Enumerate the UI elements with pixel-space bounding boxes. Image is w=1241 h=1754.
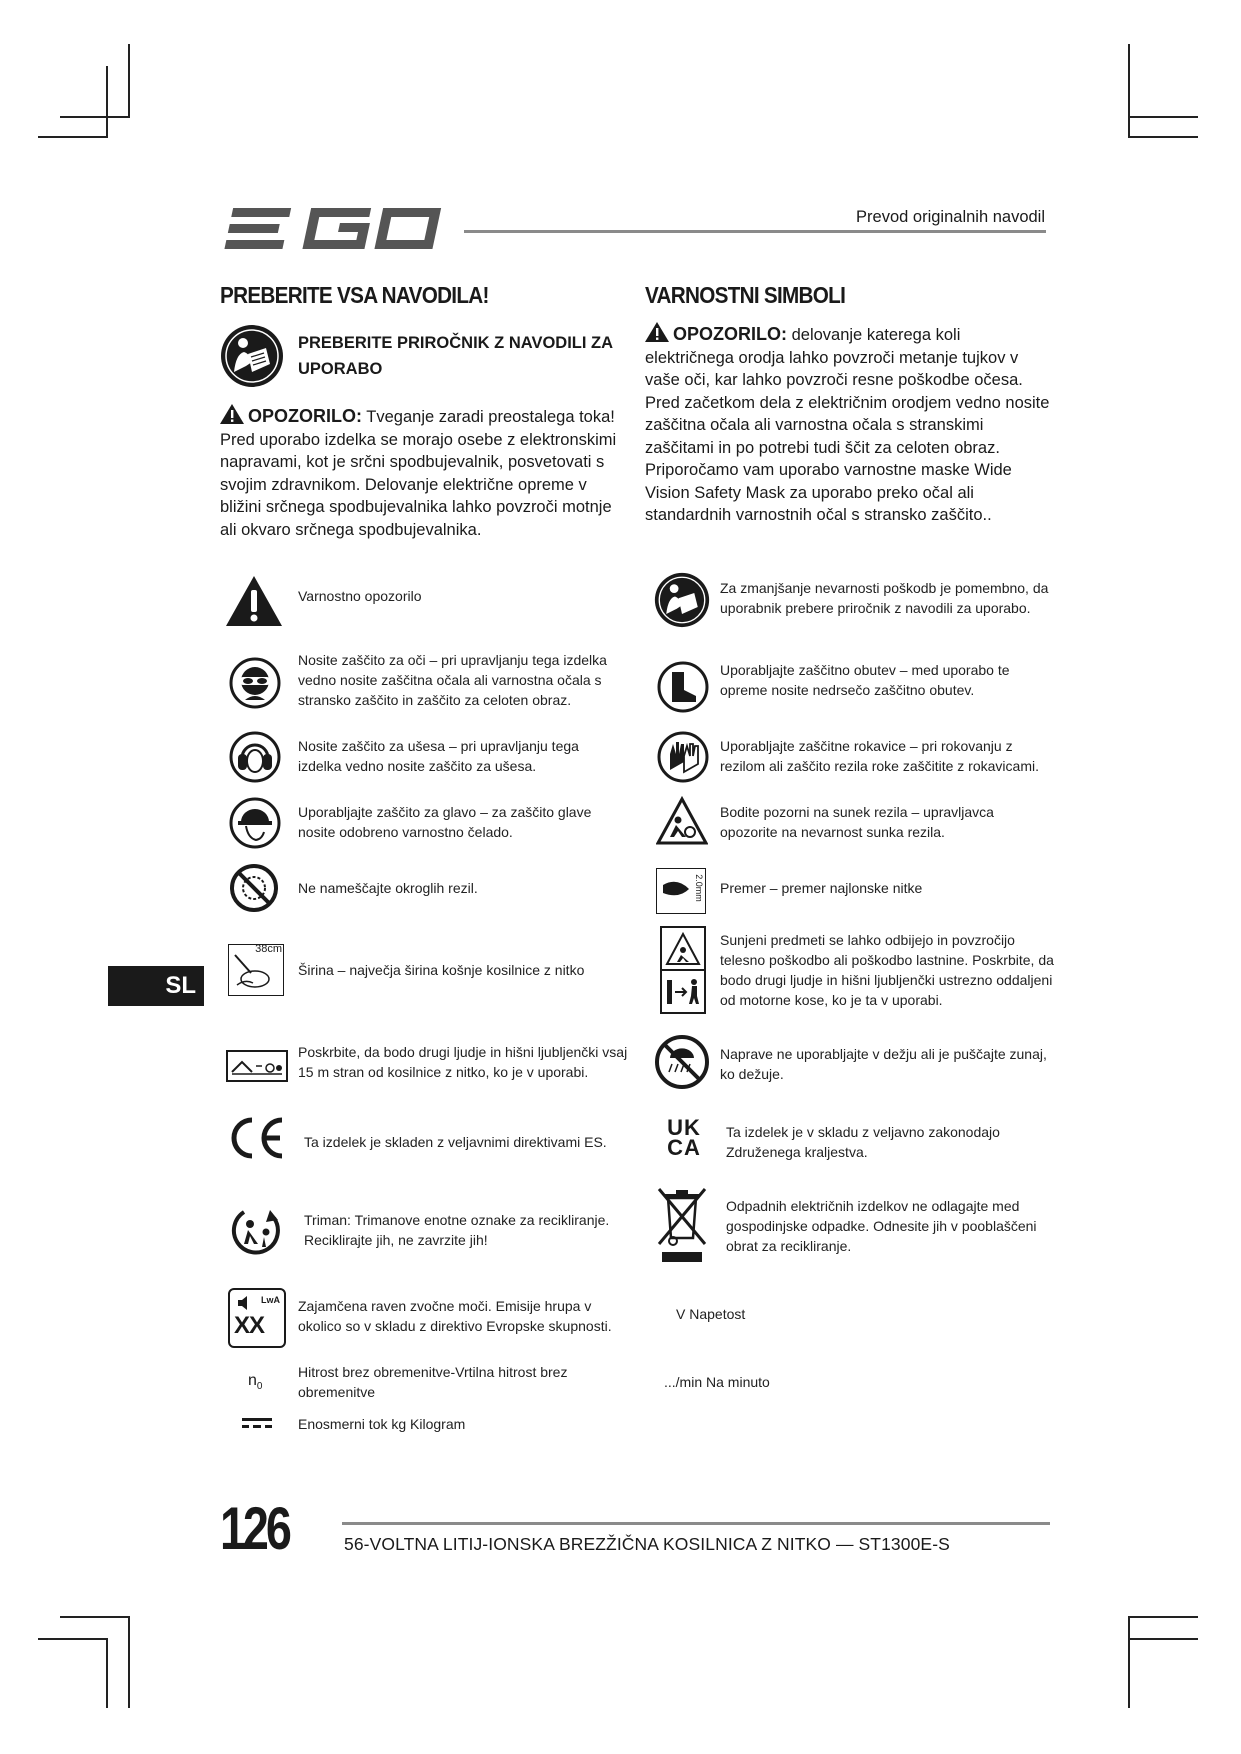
warning-text: delovanje katerega koli električnega orodja lahko povzroči metanje tujkov v vaše oči, kar lahko povzroči resne poškodbe očesa. Pred začetkom dela z električnim orodjem vedno nosite zaščitna očala ali varnostna očala s stranskimi zaščitami in po potrebi tudi ščit za celoten obraz. Priporočamo vam uporabo varnostne maske Wide Vision Safety Mask za uporabo preko očal ali standardnih varnostnih očal s stransko zaščito..: [645, 326, 1050, 524]
left-warning-paragraph: [220, 404, 630, 541]
warning-triangle-icon: [224, 574, 284, 633]
ukca-bottom-label: CA: [667, 1135, 701, 1160]
blade-thrust-icon: [656, 796, 708, 851]
no-load-speed-icon: [248, 1372, 262, 1392]
weee-bin-icon: [656, 1186, 708, 1269]
crop-mark: [60, 1616, 130, 1618]
triman-icon: [228, 1204, 286, 1265]
head-protection-icon: [228, 796, 282, 855]
warning-text: Tveganje zaradi preostalega toka! Pred uporabo izdelka se morajo osebe z elektronskimi napravami, kot je srčni spodbujevalnik, posvetovati s svojim zdravnikom. Delovanje električne opreme v bližini srčnega spodbujevalnika lahko povzroči motnje ali okvaro srčnega spodbujevalnika.: [220, 408, 617, 539]
language-tab: [108, 966, 204, 1006]
symbol-text: Ta izdelek je skladen z veljavnimi direktivami ES.: [304, 1134, 607, 1150]
ukca-mark-icon: [662, 1115, 706, 1160]
crop-mark: [106, 1638, 108, 1708]
warning-triangle-icon: [220, 404, 244, 424]
crop-mark: [38, 136, 108, 138]
warning-label: OPOZORILO:: [248, 406, 362, 426]
symbol-text: Varnostno opozorilo: [298, 588, 422, 604]
crop-mark: [1128, 44, 1130, 138]
crop-mark: [106, 66, 108, 138]
ear-protection-icon: [228, 730, 282, 789]
crop-mark: [1128, 1616, 1130, 1708]
symbol-text: Sunjeni predmeti se lahko odbijejo in povzročijo telesno poškodbo ali poškodbo lastnine. Poskrbite, da bodo drugi ljudje in hišni ljubljenčki ustrezno oddaljeni od motorne kose, ko je ta v uporabi.: [720, 932, 1054, 1008]
manual-heading: PREBERITE PRIROČNIK Z NAVODILI ZA UPORABO: [298, 334, 613, 378]
symbol-text: Uporabljajte zaščitne rokavice – pri rokovanju z rezilom ali zaščito rezila roke zaščitite z rokavicami.: [720, 738, 1039, 774]
symbol-text: Nosite zaščito za ušesa – pri upravljanju tega izdelka vedno nosite zaščito za ušesa.: [298, 738, 579, 774]
crop-mark: [60, 116, 130, 118]
left-section-title: PREBERITE VSA NAVODILA!: [220, 282, 489, 308]
symbol-text: Uporabljajte zaščito za glavo – za zaščito glave nosite odobreno varnostno čelado.: [298, 804, 592, 840]
symbol-text: Enosmerni tok kg Kilogram: [298, 1416, 466, 1432]
symbol-text: Hitrost brez obremenitve-Vrtilna hitrost brez obremenitve: [298, 1364, 568, 1400]
crop-mark: [128, 44, 130, 118]
symbol-text: Odpadnih električnih izdelkov ne odlagajte med gospodinjske odpadke. Odnesite jih v pooblaščeni obrat za recikliranje.: [726, 1198, 1037, 1254]
crop-mark: [1128, 116, 1198, 118]
no-rain-icon: [654, 1034, 710, 1095]
sound-power-label: XX: [234, 1312, 265, 1339]
direct-current-icon: [242, 1416, 272, 1435]
symbol-text: Premer – premer najlonske nitke: [720, 880, 923, 896]
sound-power-icon: [228, 1288, 286, 1348]
symbol-text: V Napetost: [676, 1306, 746, 1322]
cutting-width-icon: [228, 944, 284, 996]
symbol-text: Uporabljajte zaščitno obutev – med uporabo te opreme nosite nedrsečo zaščitno obutev.: [720, 662, 1010, 698]
page-number: 126: [220, 1495, 289, 1562]
sound-power-sublabel: LwA: [261, 1295, 280, 1305]
line-diameter-icon: [656, 868, 706, 914]
crop-mark: [38, 1638, 108, 1640]
symbol-text: Zajamčena raven zvočne moči. Emisije hrupa v okolico so v skladu z direktivo Evropske skupnosti.: [298, 1298, 612, 1334]
ego-logo: [220, 204, 442, 254]
symbol-text: Za zmanjšanje nevarnosti poškodb je pomembno, da uporabnik prebere priročnik z navodili za uporabo.: [720, 580, 1049, 616]
crop-mark: [1128, 1616, 1198, 1618]
eye-protection-icon: [228, 656, 282, 715]
symbol-text: Poskrbite, da bodo drugi ljudje in hišni ljubljenčki vsaj 15 m stran od kosilnice z nitko, ko je v uporabi.: [298, 1044, 628, 1080]
ukca-top-label: UK: [667, 1115, 701, 1140]
warning-label: OPOZORILO:: [673, 324, 787, 344]
symbol-text: Bodite pozorni na sunek rezila – upravljavca opozorite na nevarnost sunka rezila.: [720, 804, 994, 840]
no-load-speed-sublabel: 0: [256, 1381, 263, 1393]
no-circular-blade-icon: [228, 862, 280, 919]
crop-mark: [128, 1616, 130, 1708]
symbol-text: Ne nameščajte okroglih rezil.: [298, 880, 478, 896]
protective-gloves-icon: [656, 730, 710, 789]
crop-mark: [1128, 136, 1198, 138]
no-load-speed-label: n: [248, 1372, 257, 1389]
line-diameter-label: 2.0mm: [694, 874, 705, 902]
symbol-text: .../min Na minuto: [664, 1374, 770, 1390]
footer-rule: [342, 1522, 1050, 1525]
header-subtitle: Prevod originalnih navodil: [856, 208, 1045, 226]
read-manual-icon: [654, 572, 710, 633]
warning-triangle-icon: [645, 322, 669, 342]
footer-product-title: 56-VOLTNA LITIJ-IONSKA BREZŽIČNA KOSILNICA Z NITKO — ST1300E-S: [344, 1534, 950, 1554]
language-tab-label: SL: [165, 972, 196, 999]
keep-distance-icon: [226, 1050, 288, 1082]
symbol-text: Širina – največja širina košnje kosilnice z nitko: [298, 962, 585, 978]
right-section-title: VARNOSTNI SIMBOLI: [645, 282, 846, 308]
right-warning-paragraph: [645, 322, 1050, 527]
protective-footwear-icon: [656, 660, 710, 719]
header-rule: [464, 230, 1046, 233]
symbol-text: Ta izdelek je v skladu z veljavno zakonodajo Združenega kraljestva.: [726, 1124, 1000, 1160]
symbol-text: Naprave ne uporabljajte v dežju ali je puščajte zunaj, ko dežuje.: [720, 1046, 1047, 1082]
read-manual-icon: [220, 324, 284, 388]
thrown-objects-icon: [660, 926, 706, 1014]
symbol-text: Nosite zaščito za oči – pri upravljanju tega izdelka vedno nosite zaščitna očala ali varnostna očala s stransko zaščito in zaščito za celoten obraz.: [298, 652, 607, 708]
symbol-text: Triman: Trimanove enotne oznake za recikliranje. Reciklirajte jih, ne zavrzite jih!: [304, 1212, 610, 1248]
crop-mark: [1128, 1638, 1198, 1640]
cutting-width-label: 38cm: [255, 943, 282, 955]
ce-mark-icon: [228, 1116, 288, 1165]
